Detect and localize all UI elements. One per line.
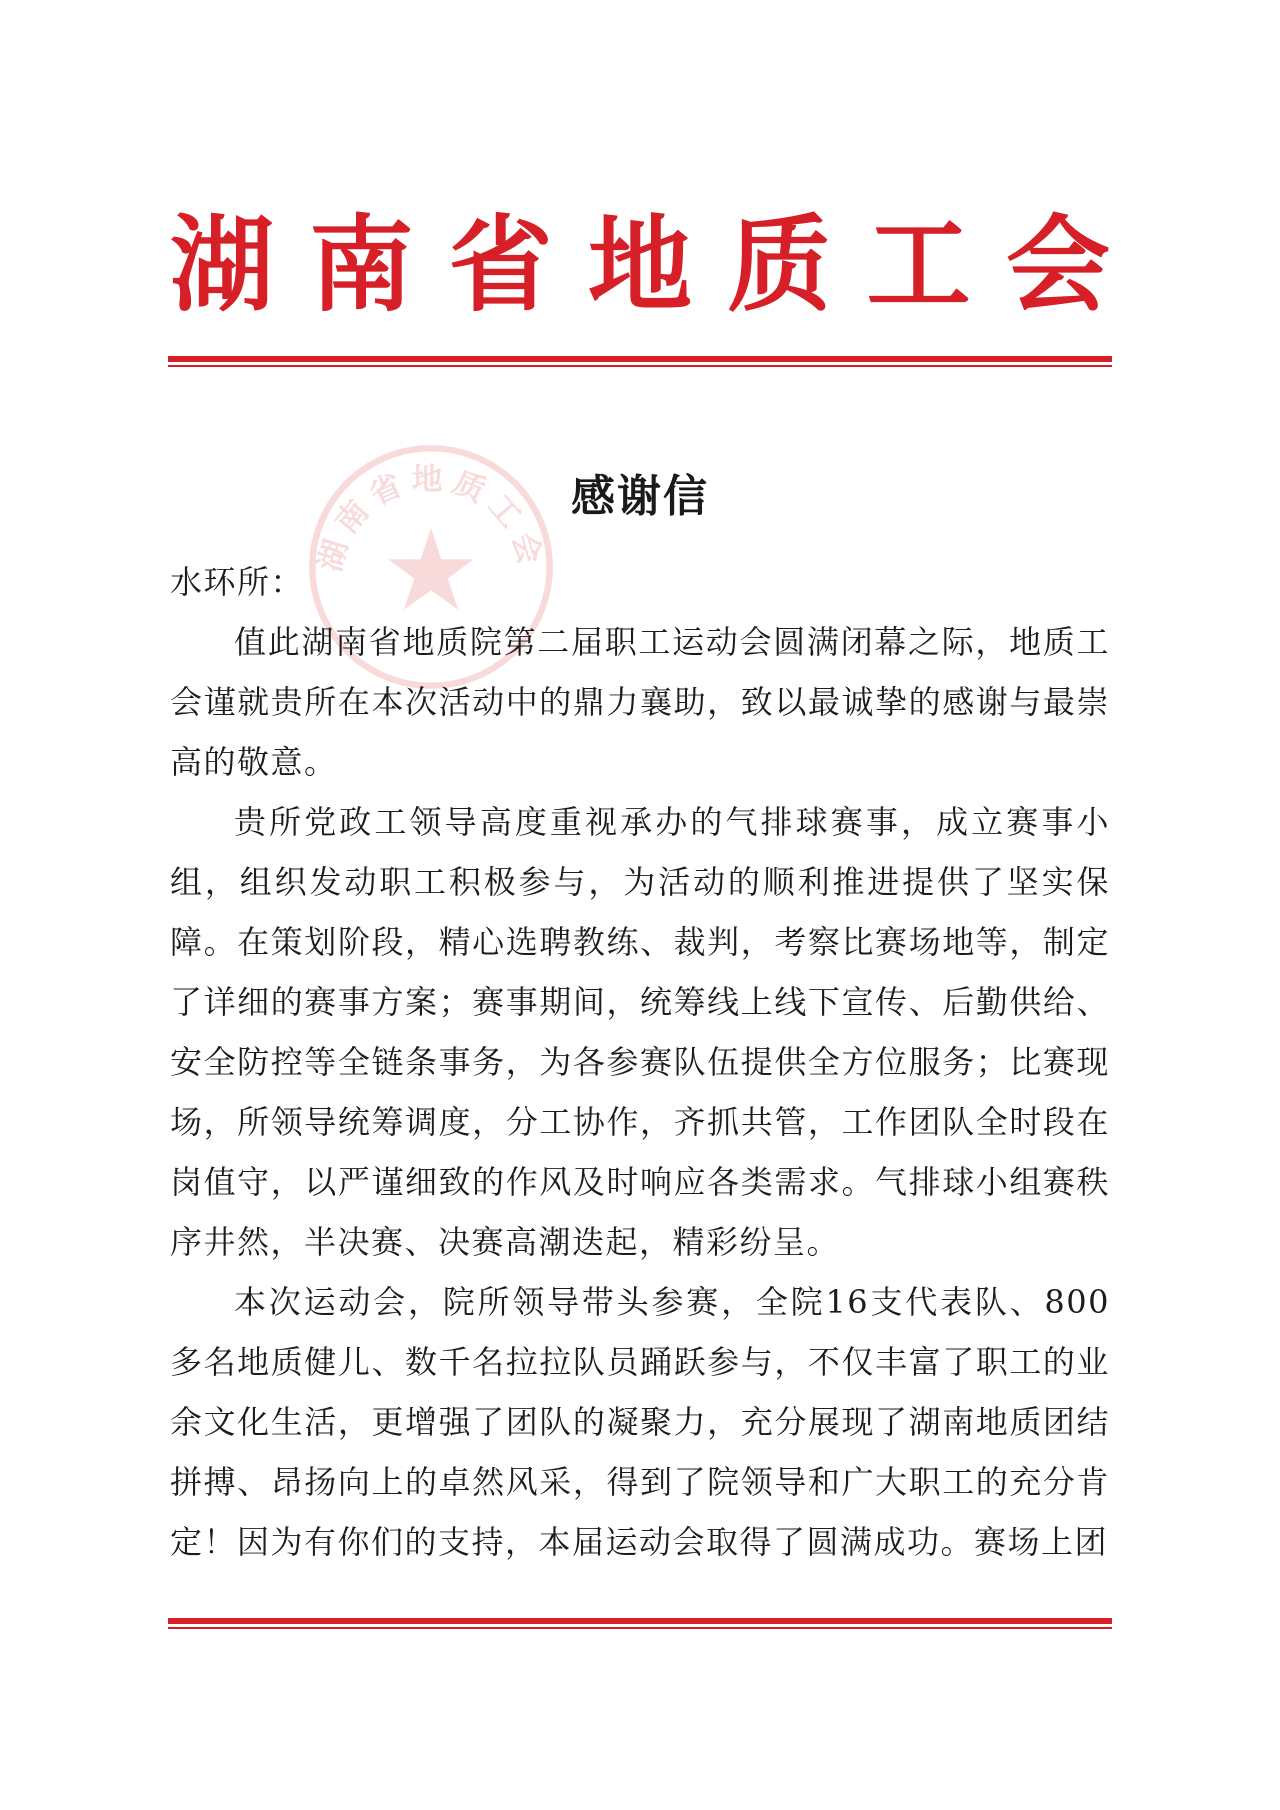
- org-char: 质: [727, 203, 832, 326]
- salutation: 水环所：: [170, 563, 305, 601]
- letter-title: 感谢信: [571, 471, 709, 522]
- footer-divider: [168, 1618, 1112, 1629]
- seal-text: 湖南省地质工会: [311, 461, 551, 576]
- org-char: 地: [587, 203, 692, 326]
- header-divider: [168, 356, 1112, 367]
- org-header: [170, 200, 1110, 330]
- org-char: 南: [309, 203, 414, 326]
- paragraph: 本次运动会，院所领导带头参赛，全院16支代表队、800多名地质健儿、数千名拉拉队员踊跃参与，不仅丰富了职工的业余文化生活，更增强了团队的凝聚力，充分展现了湖南地质团结拼搏、昂扬向上的卓然风采，得到了院领导和广大职工的充分肯定！因为有你们的支持，本届运动会取得了圆满成功。赛场上团: [170, 1283, 1110, 1561]
- paragraph: 值此湖南省地质院第二届职工运动会圆满闭幕之际，地质工会谨就贵所在本次活动中的鼎力襄助，致以最诚挚的感谢与最崇高的敬意。: [170, 623, 1110, 781]
- letter-body: [170, 552, 1110, 1572]
- paragraph: 贵所党政工领导高度重视承办的气排球赛事，成立赛事小组，组织发动职工积极参与，为活动的顺利推进提供了坚实保障。在策划阶段，精心选聘教练、裁判，考察比赛场地等，制定了详细的赛事方案；赛事期间，统筹线上线下宣传、后勤供给、安全防控等全链条事务，为各参赛队伍提供全方位服务；比赛现场，所领导统筹调度，分工协作，齐抓共管，工作团队全时段在岗值守，以严谨细致的作风及时响应各类需求。气排球小组赛秩序井然，半决赛、决赛高潮迭起，精彩纷呈。: [170, 803, 1110, 1261]
- org-char: 工: [866, 203, 971, 326]
- org-char: 会: [1005, 203, 1110, 326]
- org-char: 湖: [170, 203, 275, 326]
- org-char: 省: [448, 203, 553, 326]
